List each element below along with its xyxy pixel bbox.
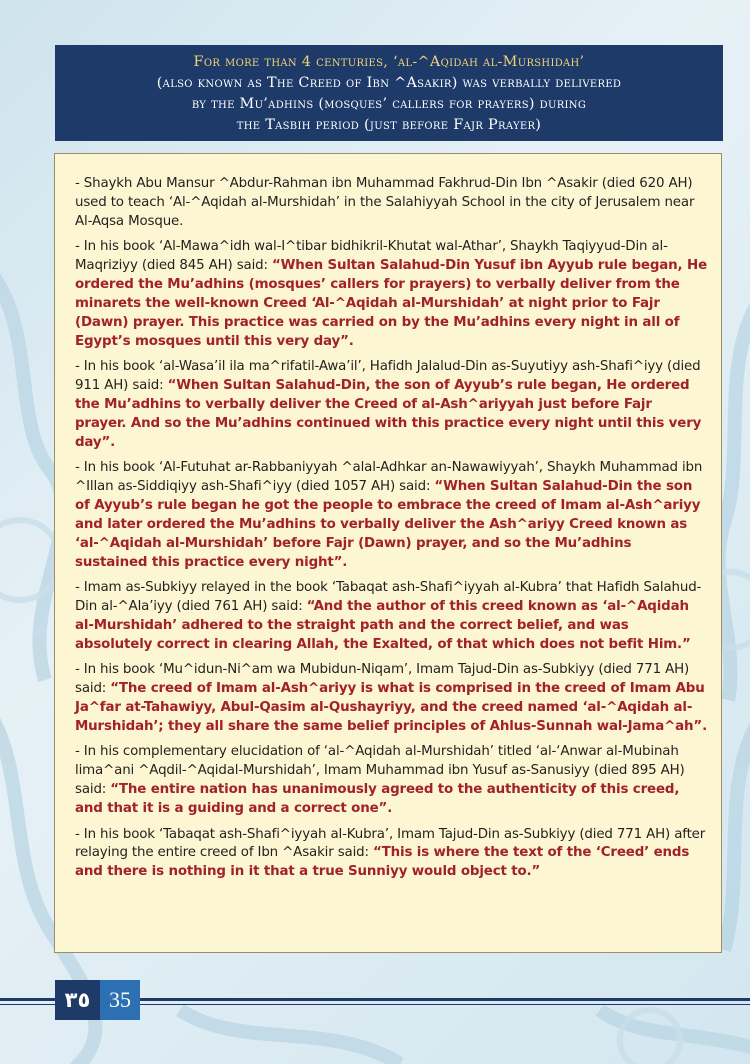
paragraph-4 <box>75 459 707 572</box>
paragraph-1 <box>75 175 707 232</box>
paragraph-7 <box>75 743 707 819</box>
paragraph-2-intro: - In his book ‘Al-Mawa^idh wal-I^tibar bidhikril-Khutat wal-Athar’, Shaykh Taqiyyud-Din al-Maqriziyy (died 845 AH) said: <box>75 239 668 274</box>
header-line-1: For more than 4 centuries, ‘al-^Aqidah al-Murshidah’ <box>193 54 585 70</box>
paragraph-4-intro: - In his book ‘Al-Futuhat ar-Rabbaniyyah ^alal-Adhkar an-Nawawiyyah’, Shaykh Muhammad ibn ^Illan as-Siddiqiyy ash-Shafi^iyy (died 1057 AH) said: <box>75 460 703 495</box>
paragraph-8-quote: “This is where the text of the ‘Creed’ ends and there is nothing in it that a true Sunniyy would object to.” <box>75 845 690 880</box>
paragraph-8-intro: - In his book ‘Tabaqat ash-Shafi^iyyah al-Kubra’, Imam Tajud-Din as-Subkiyy (died 771 AH) after relaying the entire creed of Ibn ^Asakir said: <box>75 826 706 861</box>
paragraph-3-intro: - In his book ‘al-Wasa’il ila ma^rifatil-Awa’il’, Hafidh Jalalud-Din as-Suyutiyy ash-Shafi^iyy (died 911 AH) said: <box>75 359 701 394</box>
paragraph-6 <box>75 661 707 737</box>
content-panel <box>54 153 722 953</box>
header-banner <box>55 45 723 141</box>
paragraph-6-quote: “The creed of Imam al-Ash^ariyy is what is comprised in the creed of Imam Abu Ja^far at-Tahawiyy, Abul-Qasim al-Qushayriyy, and the creed named ‘al-^Aqidah al-Murshidah’; they all share the same belief principles of Ahlus-Sunnah wal-Jama^ah”. <box>75 681 708 734</box>
header-line-2: (also known as The Creed of Ibn ^Asakir) was verbally delivered <box>156 75 622 91</box>
paragraph-4-quote: “When Sultan Salahud-Din the son of Ayyub’s rule began he got the people to embrace the creed of Imam al-Ash^ariyy and later ordered the Mu’adhins to verbally deliver the Ash^ariyy Creed known as ‘al-^Aqidah al-Murshidah’ before Fajr (Dawn) prayer, and so the Mu’adhins sustained this practice every night”. <box>75 479 701 570</box>
header-line-4: the Tasbih period (just before Fajr Prayer) <box>236 117 542 133</box>
paragraph-2 <box>75 238 707 351</box>
paragraph-3-quote: “When Sultan Salahud-Din, the son of Ayyub’s rule began, He ordered the Mu’adhins to verbally deliver the Creed of al-Ash^ariyyah just before Fajr prayer. And so the Mu’adhins continued with this practice every night until this very day”. <box>75 378 702 450</box>
paragraph-8 <box>75 826 707 883</box>
paragraph-3 <box>75 358 707 453</box>
paragraph-2-quote: “When Sultan Salahud-Din Yusuf ibn Ayyub rule began, He ordered the Mu’adhins (mosques’ callers for prayers) to verbally deliver from the minarets the well-known Creed ‘Al-^Aqidah al-Murshidah’ at night prior to Fajr (Dawn) prayer. This practice was carried on by the Mu’adhins every night in all of Egypt’s mosques until this very day”. <box>75 258 707 349</box>
paragraph-5 <box>75 579 707 655</box>
page-number: 35 <box>100 980 140 1020</box>
paragraph-1-intro: - Shaykh Abu Mansur ^Abdur-Rahman ibn Muhammad Fakhrud-Din Ibn ^Asakir (died 620 AH) used to teach ‘Al-^Aqidah al-Murshidah’ in the Salahiyyah School in the city of Jerusalem near Al-Aqsa Mosque. <box>75 176 695 229</box>
paragraph-6-intro: - In his book ‘Mu^idun-Ni^am wa Mubidun-Niqam’, Imam Tajud-Din as-Subkiyy (died 771 AH) said: <box>75 662 690 697</box>
page-number-arabic: ٣٥ <box>55 980 100 1020</box>
paragraph-7-quote: “The entire nation has unanimously agreed to the authenticity of this creed, and that it is a guiding and a correct one”. <box>75 782 680 817</box>
header-line-3: by the Mu’adhins (mosques’ callers for prayers) during <box>191 96 587 112</box>
paragraph-7-intro: - In his complementary elucidation of ‘al-^Aqidah al-Murshidah’ titled ‘al-‘Anwar al-Mubinah lima^ani ^Aqdil-^Aqidal-Murshidah’, Imam Muhammad ibn Yusuf as-Sanusiyy (died 895 AH) said: <box>75 744 685 798</box>
paragraph-5-intro: - Imam as-Subkiyy relayed in the book ‘Tabaqat ash-Shafi^iyyah al-Kubra’ that Hafidh Salahud-Din al-^Ala’iyy (died 761 AH) said: <box>75 580 702 615</box>
paragraph-5-quote: “And the author of this creed known as ‘al-^Aqidah al-Murshidah’ adhered to the straight path and the correct belief, and was absolutely correct in clearing Allah, the Exalted, of that which does not befit Him.” <box>75 599 691 652</box>
